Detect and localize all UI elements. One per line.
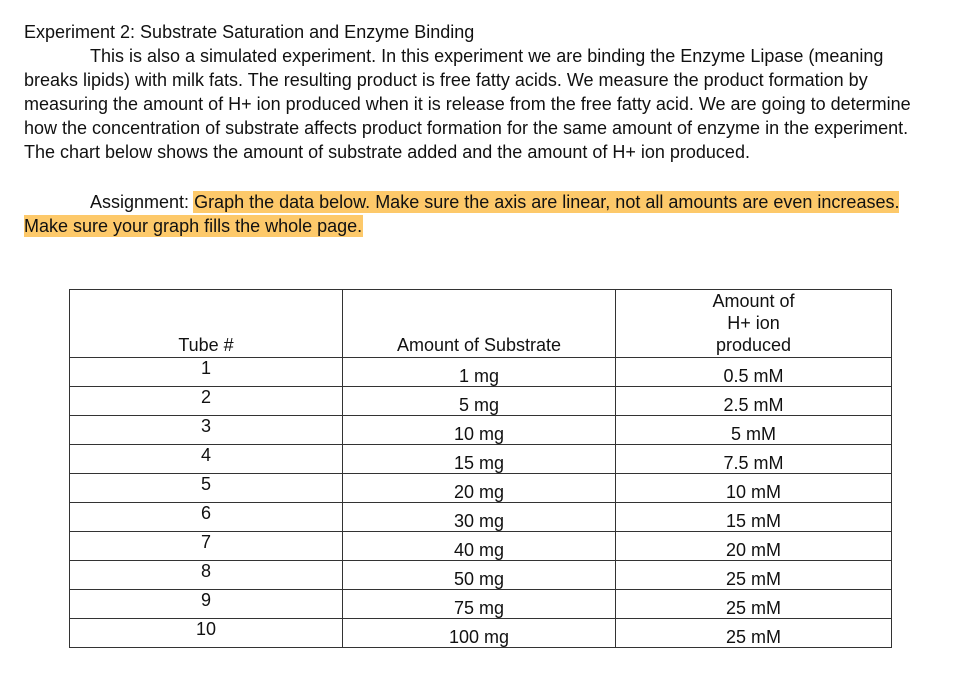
cell-h-ion: 0.5 mM — [616, 358, 892, 387]
cell-h-ion: 25 mM — [616, 590, 892, 619]
cell-substrate: 15 mg — [343, 445, 616, 474]
table-row — [70, 532, 892, 561]
table-row — [70, 590, 892, 619]
header-tube: Tube # — [70, 290, 343, 358]
table-header-row — [70, 290, 892, 358]
table-row — [70, 387, 892, 416]
cell-substrate: 100 mg — [343, 619, 616, 648]
header-substrate: Amount of Substrate — [343, 290, 616, 358]
cell-h-ion: 20 mM — [616, 532, 892, 561]
cell-tube: 9 — [70, 590, 343, 619]
assignment-paragraph — [24, 190, 914, 238]
cell-substrate: 20 mg — [343, 474, 616, 503]
cell-tube: 10 — [70, 619, 343, 648]
cell-tube: 8 — [70, 561, 343, 590]
table-row — [70, 474, 892, 503]
cell-tube: 5 — [70, 474, 343, 503]
document-title: Experiment 2: Substrate Saturation and Enzyme Binding — [24, 22, 475, 42]
table-row — [70, 416, 892, 445]
cell-tube: 3 — [70, 416, 343, 445]
cell-h-ion: 25 mM — [616, 619, 892, 648]
data-table — [69, 289, 892, 648]
intro-paragraph: This is also a simulated experiment. In this experiment we are binding the Enzyme Lipase (meaning breaks lipids) with milk fats. The resulting product is free fatty acids. We measure the product formation by measuring the amount of H+ ion produced when it is release from the free fatty acid. We are going to determine how the concentration of substrate affects product formation for the same amount of enzyme in the experiment. The chart below shows the amount of substrate added and the amount of H+ ion produced. — [24, 46, 911, 162]
cell-h-ion: 15 mM — [616, 503, 892, 532]
cell-substrate: 10 mg — [343, 416, 616, 445]
cell-tube: 4 — [70, 445, 343, 474]
cell-tube: 6 — [70, 503, 343, 532]
cell-substrate: 40 mg — [343, 532, 616, 561]
cell-substrate: 30 mg — [343, 503, 616, 532]
table-row — [70, 503, 892, 532]
cell-tube: 2 — [70, 387, 343, 416]
cell-substrate: 5 mg — [343, 387, 616, 416]
table-row — [70, 561, 892, 590]
cell-h-ion: 2.5 mM — [616, 387, 892, 416]
cell-substrate: 75 mg — [343, 590, 616, 619]
table-body — [70, 358, 892, 648]
table-row — [70, 619, 892, 648]
table-row — [70, 445, 892, 474]
cell-tube: 7 — [70, 532, 343, 561]
header-h-ion: Amount of H+ ion produced — [616, 290, 892, 358]
assignment-label: Assignment: — [90, 192, 190, 212]
assignment-highlighted-text: Graph the data below. Make sure the axis are linear, not all amounts are even increases. Make sure your graph fills the whole page. — [24, 192, 900, 236]
cell-h-ion: 7.5 mM — [616, 445, 892, 474]
table-row — [70, 358, 892, 387]
document-page — [24, 20, 936, 238]
cell-tube: 1 — [70, 358, 343, 387]
cell-h-ion: 5 mM — [616, 416, 892, 445]
cell-substrate: 1 mg — [343, 358, 616, 387]
cell-h-ion: 10 mM — [616, 474, 892, 503]
cell-substrate: 50 mg — [343, 561, 616, 590]
cell-h-ion: 25 mM — [616, 561, 892, 590]
